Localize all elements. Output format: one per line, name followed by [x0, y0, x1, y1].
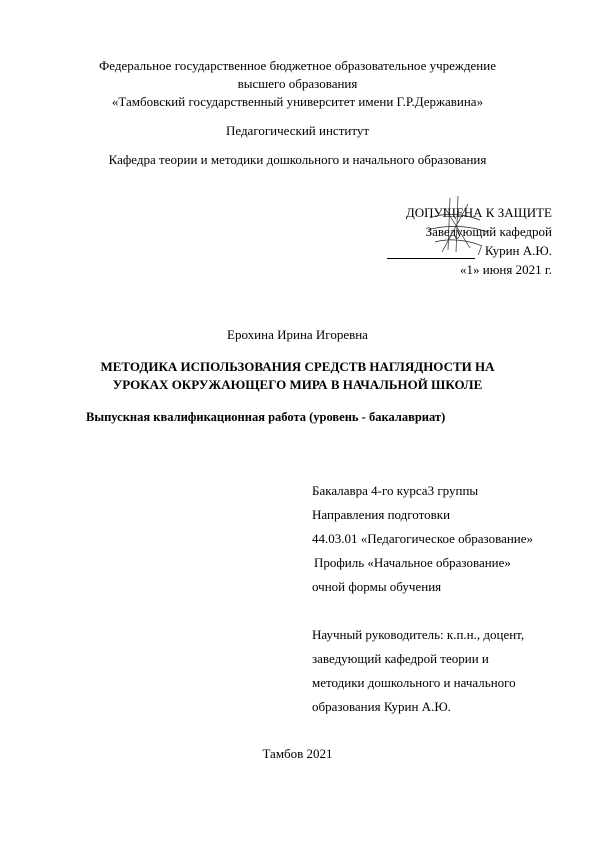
university-name: «Тамбовский государственный университет имени Г.Р.Державина»: [111, 94, 484, 109]
thesis-title-line-1: МЕТОДИКА ИСПОЛЬЗОВАНИЯ СРЕДСТВ НАГЛЯДНОСТИ НА: [100, 359, 495, 374]
student-info-course: Бакалавра 4-го курса3 группы: [312, 483, 479, 498]
approval-signatory: / Курин А.Ю.: [478, 243, 552, 258]
department-name: Кафедра теории и методики дошкольного и начального образования: [108, 152, 487, 167]
handwritten-signature: [390, 190, 500, 270]
student-info-direction-label: Направления подготовки: [312, 507, 451, 522]
approval-title: ДОПУЩЕНА К ЗАЩИТЕ: [405, 205, 552, 220]
approval-position: Заведующий кафедрой: [425, 224, 552, 239]
city-year: Тамбов 2021: [262, 746, 333, 761]
supervisor-line-2: заведующий кафедрой теории и: [312, 651, 489, 666]
student-info-form: очной формы обучения: [312, 579, 442, 594]
supervisor-line-3: методики дошкольного и начального: [312, 675, 516, 690]
institute-name: Педагогический институт: [225, 123, 370, 138]
university-line-1: Федеральное государственное бюджетное образовательное учреждение: [99, 58, 496, 73]
supervisor-line-1: Научный руководитель: к.п.н., доцент,: [312, 627, 525, 642]
author-name: Ерохина Ирина Игоревна: [227, 327, 368, 342]
university-line-2: высшего образования: [237, 76, 358, 91]
approval-date: «1» июня 2021 г.: [460, 262, 552, 277]
student-info-direction: 44.03.01 «Педагогическое образование»: [312, 531, 534, 546]
thesis-title-line-2: УРОКАХ ОКРУЖАЮЩЕГО МИРА В НАЧАЛЬНОЙ ШКОЛЕ: [112, 377, 483, 392]
work-type: Выпускная квалификационная работа (уровень - бакалавриат): [86, 410, 446, 424]
supervisor-line-4: образования Курин А.Ю.: [312, 699, 451, 714]
student-info-profile: Профиль «Начальное образование»: [314, 555, 511, 570]
